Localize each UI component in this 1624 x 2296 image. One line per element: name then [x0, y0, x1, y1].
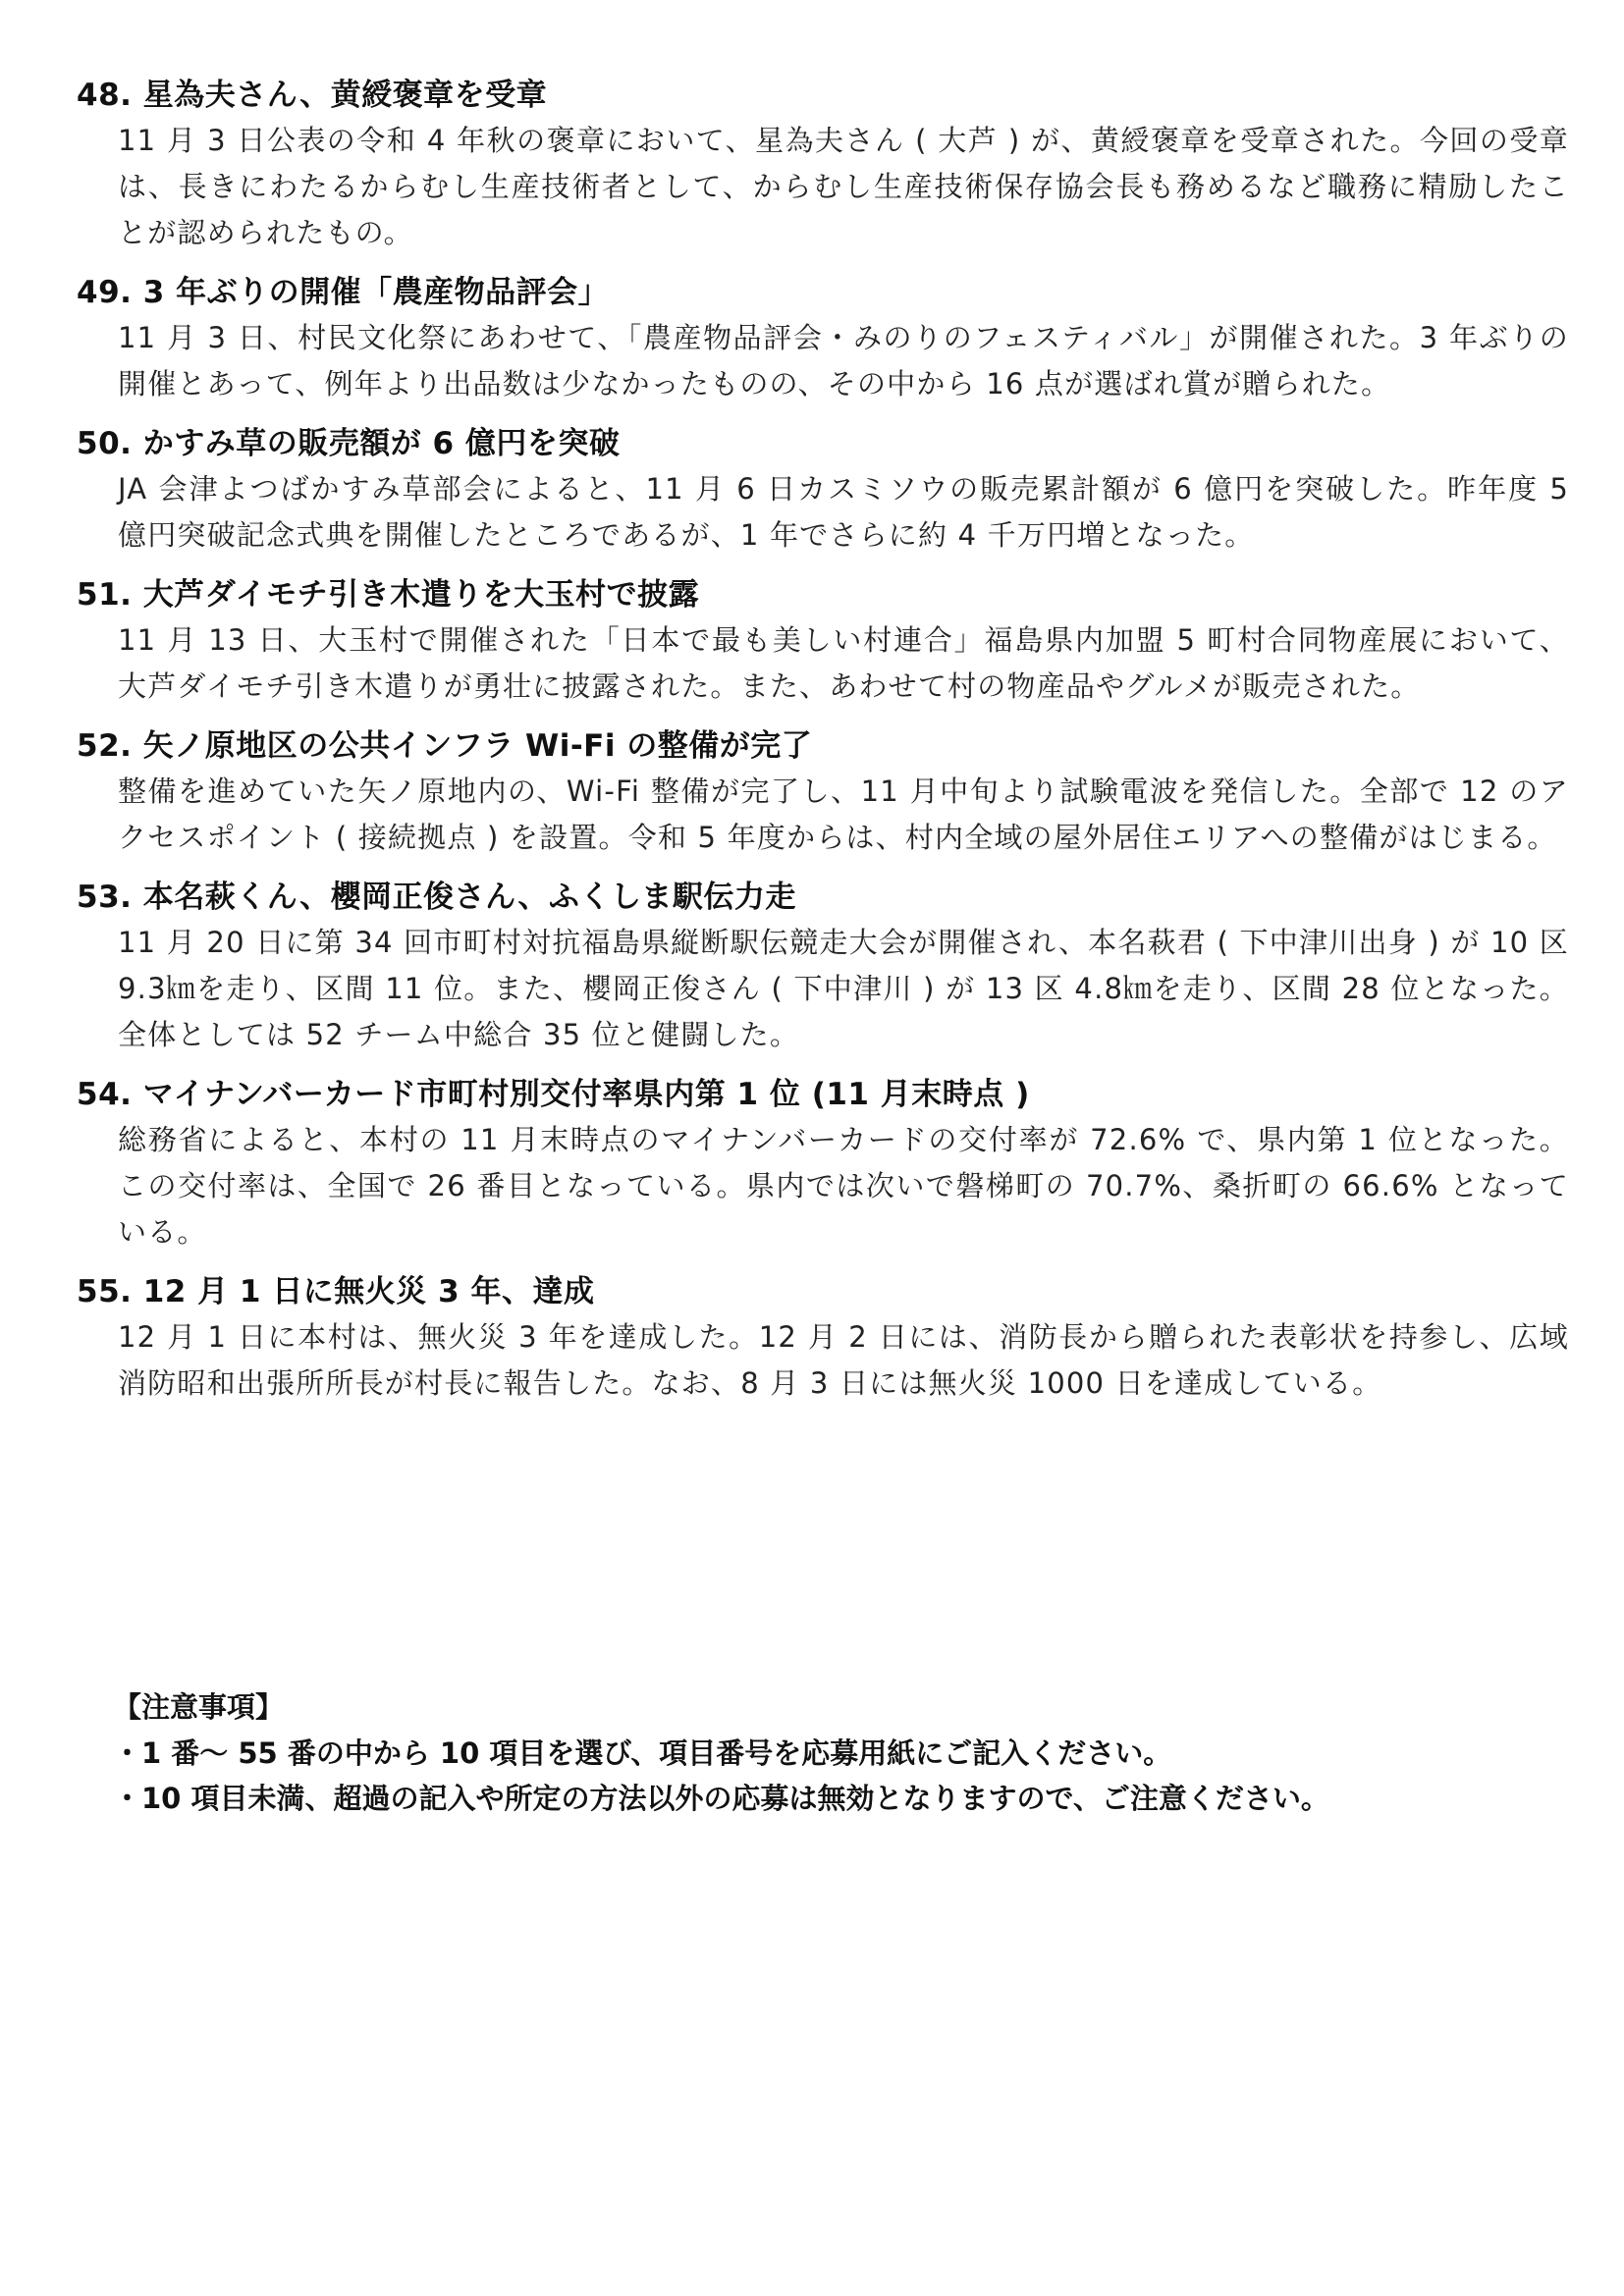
- news-item-48: [77, 73, 1569, 256]
- news-item-title: 50. かすみ草の販売額が 6 億円を突破: [77, 426, 621, 461]
- news-item-title: 49. 3 年ぶりの開催「農産物品評会」: [77, 275, 610, 310]
- news-item-body: 11 月 3 日、村民文化祭にあわせて、「農産物品評会・みのりのフェスティバル」が開催された。3 年ぶりの開催とあって、例年より出品数は少なかったものの、その中から 16 点が選ばれ賞が贈られた。: [118, 321, 1569, 400]
- news-item-55: [77, 1269, 1569, 1407]
- news-item-title: 53. 本名萩くん、櫻岡正俊さん、ふくしま駅伝力走: [77, 880, 796, 915]
- news-item-body: 総務省によると、本村の 11 月末時点のマイナンバーカードの交付率が 72.6% で、県内第 1 位となった。この交付率は、全国で 26 番目となっている。県内では次いで磐梯町の 70.7%、桑折町の 66.6% となっている。: [118, 1123, 1569, 1249]
- news-item-52: [77, 723, 1569, 861]
- news-item-body: 11 月 20 日に第 34 回市町村対抗福島県縦断駅伝競走大会が開催され、本名萩君 ( 下中津川出身 ) が 10 区 9.3㎞を走り、区間 11 位。また、櫻岡正俊さん ( 下中津川 ) が 13 区 4.8㎞を走り、区間 28 位となった。全体としては 52 チーム中総合 35 位と健闘した。: [118, 926, 1569, 1051]
- news-item-49: [77, 270, 1569, 407]
- news-item-body: JA 会津よつばかすみ草部会によると、11 月 6 日カスミソウの販売累計額が 6 億円を突破した。昨年度 5 億円突破記念式典を開催したところであるが、1 年でさらに約 4 千万円増となった。: [118, 472, 1569, 552]
- news-item-title: 48. 星為夫さん、黄綬褒章を受章: [77, 78, 548, 113]
- news-item-53: [77, 875, 1569, 1058]
- note-line: ・1 番～ 55 番の中から 10 項目を選び、項目番号を応募用紙にご記入ください。: [113, 1736, 1172, 1770]
- news-item-title: 51. 大芦ダイモチ引き木遣りを大玉村で披露: [77, 577, 700, 613]
- note-line: ・10 項目未満、超過の記入や所定の方法以外の応募は無効となりますので、ご注意ください。: [113, 1782, 1329, 1815]
- news-item-list: [77, 73, 1569, 1420]
- news-item-title: 55. 12 月 1 日に無火災 3 年、達成: [77, 1274, 595, 1309]
- news-item-54: [77, 1072, 1569, 1255]
- news-item-body: 11 月 3 日公表の令和 4 年秋の褒章において、星為夫さん ( 大芦 ) が、黄綬褒章を受章された。今回の受章は、長きにわたるからむし生産技術者として、からむし生産技術保存協会長も務めるなど職務に精励したことが認められたもの。: [118, 124, 1569, 249]
- news-item-body: 12 月 1 日に本村は、無火災 3 年を達成した。12 月 2 日には、消防長から贈られた表彰状を持参し、広域消防昭和出張所所長が村長に報告した。なお、8 月 3 日には無火災 1000 日を達成している。: [118, 1320, 1569, 1400]
- news-item-title: 54. マイナンバーカード市町村別交付率県内第 1 位 (11 月末時点 ): [77, 1077, 1030, 1112]
- news-item-body: 整備を進めていた矢ノ原地内の、Wi-Fi 整備が完了し、11 月中旬より試験電波を発信した。全部で 12 のアクセスポイント ( 接続拠点 ) を設置。令和 5 年度からは、村内全域の屋外居住エリアへの整備がはじまる。: [118, 774, 1569, 854]
- news-item-title: 52. 矢ノ原地区の公共インフラ Wi-Fi の整備が完了: [77, 728, 813, 764]
- news-item-50: [77, 421, 1569, 559]
- notes-section: [113, 1683, 1566, 1821]
- news-item-body: 11 月 13 日、大玉村で開催された「日本で最も美しい村連合」福島県内加盟 5 町村合同物産展において、大芦ダイモチ引き木遣りが勇壮に披露された。また、あわせて村の物産品やグルメが販売された。: [118, 623, 1569, 703]
- news-item-51: [77, 572, 1569, 710]
- notes-heading: 【注意事項】: [113, 1690, 285, 1724]
